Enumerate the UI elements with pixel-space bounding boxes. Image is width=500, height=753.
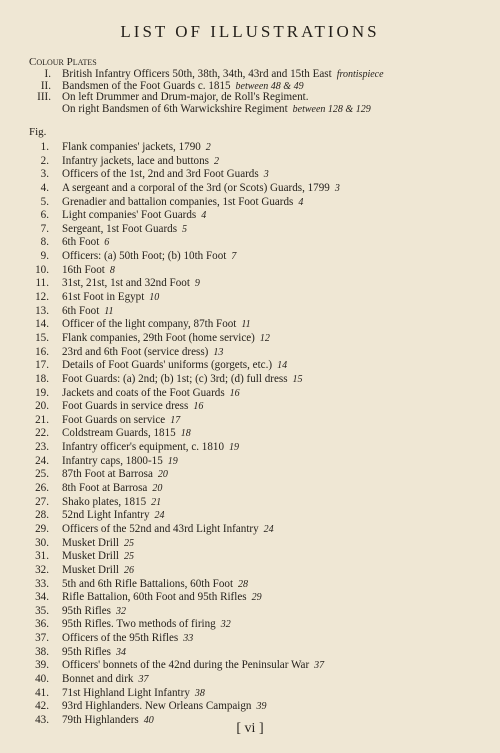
figure-number: 9.: [40, 250, 49, 263]
figure-entry: [29, 414, 499, 428]
figure-page-number: 11: [241, 319, 251, 331]
figure-caption-line: [62, 509, 165, 523]
figure-caption: Flank companies' jackets, 1790: [62, 141, 201, 153]
figure-entry: [29, 236, 499, 250]
figure-page-number: 33: [183, 633, 194, 645]
figure-caption-line: [62, 618, 231, 632]
colour-plate-entry: [29, 104, 499, 116]
plate-number: I.: [44, 68, 51, 80]
figure-entry: [29, 400, 499, 414]
figure-page-number: 19: [167, 455, 178, 467]
figure-caption-line: [62, 646, 126, 660]
figure-caption: Coldstream Guards, 1815: [62, 427, 176, 440]
figure-page-number: 2: [205, 142, 211, 153]
figure-page-number: 24: [154, 510, 165, 522]
figure-page-number: 15: [292, 373, 303, 385]
figure-caption-line: [62, 182, 340, 196]
figure-page-number: 12: [259, 332, 270, 344]
figure-number: 17.: [35, 359, 49, 372]
figure-caption-line: [62, 523, 274, 537]
figure-caption-line: [62, 468, 168, 482]
figure-entry: [29, 509, 499, 523]
figure-caption: 16th Foot: [62, 263, 105, 276]
figure-caption-line: [62, 550, 134, 564]
figure-page-number: 25: [124, 551, 135, 563]
figure-entry: [29, 659, 499, 673]
figure-number: 20.: [35, 400, 49, 413]
figure-caption-line: [62, 441, 239, 455]
figure-number: 7.: [40, 222, 49, 235]
figure-entry: [29, 700, 499, 714]
figure-caption: Infantry jackets, lace and buttons: [62, 154, 209, 167]
figure-caption: Officers' bonnets of the 42nd during the Peninsular War: [62, 659, 310, 672]
figure-caption-line: [62, 482, 162, 496]
figure-number: 42.: [35, 700, 49, 713]
figure-number: 12.: [35, 291, 49, 304]
figure-caption: 23rd and 6th Foot (service dress): [62, 345, 209, 358]
figure-number: 11.: [35, 277, 49, 290]
figure-number: 38.: [35, 645, 49, 658]
figure-caption-line: [62, 387, 240, 401]
figure-caption-line: [62, 332, 270, 346]
figure-number: 27.: [35, 495, 49, 508]
figure-caption: 8th Foot at Barrosa: [62, 482, 148, 495]
figure-entry: [29, 687, 499, 701]
figure-number: 6.: [40, 209, 49, 222]
page-folio: [ vi ]: [236, 721, 264, 736]
figure-page-number: 29: [251, 592, 262, 604]
figure-number: 22.: [35, 427, 49, 440]
figure-number: 2.: [40, 154, 49, 167]
plate-number: II.: [40, 79, 51, 92]
figure-number: 13.: [35, 304, 49, 317]
figure-caption: Details of Foot Guards' uniforms (gorgets, etc.): [62, 359, 273, 372]
figure-number: 23.: [35, 441, 49, 454]
figure-caption: Musket Drill: [62, 536, 120, 549]
figure-entry: [29, 537, 499, 551]
figure-caption: Officers of the 95th Rifles: [62, 632, 179, 645]
figure-number: 40.: [35, 672, 49, 685]
figure-entry: [29, 250, 499, 264]
figure-caption: Flank companies, 29th Foot (home service): [62, 331, 255, 344]
figure-page-number: 10: [149, 292, 160, 304]
figure-page-number: 40: [143, 714, 154, 726]
figure-caption-line: [62, 250, 236, 264]
figure-page-number: 32: [220, 619, 231, 631]
figure-page-number: 37: [314, 660, 325, 672]
plate-caption: On right Bandsmen of 6th Warwickshire Regiment: [62, 102, 288, 115]
figure-number: 30.: [35, 536, 49, 549]
figure-page-number: 20: [152, 483, 163, 495]
figure-entry: [29, 387, 499, 401]
figure-number: 41.: [35, 686, 49, 699]
figure-number: 39.: [35, 659, 49, 672]
figure-caption-line: [62, 496, 161, 510]
figure-page-number: 26: [124, 564, 135, 576]
figure-number: 36.: [35, 618, 49, 631]
figure-entry: [29, 591, 499, 605]
figure-page-number: 38: [194, 687, 205, 699]
figures-list: [29, 141, 499, 728]
figure-caption: 95th Rifles: [62, 645, 111, 658]
figure-page-number: 18: [180, 428, 191, 440]
plate-caption: British Infantry Officers 50th, 38th, 34th, 43rd and 15th East: [62, 68, 332, 80]
figure-number: 33.: [35, 577, 49, 590]
figure-entry: [29, 468, 499, 482]
plate-caption: On left Drummer and Drum-major, de Roll's Regiment.: [62, 91, 309, 104]
figure-page-number: 25: [124, 537, 135, 549]
figure-entry: [29, 305, 499, 319]
figure-caption-line: [62, 700, 266, 714]
figure-page-number: 11: [104, 305, 114, 317]
figure-entry: [29, 427, 499, 441]
figure-caption: Jackets and coats of the Foot Guards: [62, 386, 225, 399]
figure-caption-line: [62, 236, 109, 250]
figure-caption: 87th Foot at Barrosa: [62, 468, 153, 481]
figure-caption: 5th and 6th Rifle Battalions, 60th Foot: [62, 577, 234, 590]
figure-page-number: 4: [201, 210, 207, 222]
figure-page-number: 8: [109, 264, 115, 276]
figure-caption-line: [62, 673, 148, 687]
figure-page-number: 3: [334, 182, 340, 194]
plate-page-reference: between 128 & 129: [292, 103, 371, 115]
figure-caption: Light companies' Foot Guards: [62, 209, 197, 222]
figure-caption: Musket Drill: [62, 550, 120, 563]
figure-entry: [29, 523, 499, 537]
figure-caption: Officers of the 52nd and 43rd Light Infantry: [62, 522, 259, 535]
figure-entry: [29, 209, 499, 223]
figure-entry: [29, 359, 499, 373]
plate-number: III.: [37, 91, 51, 104]
figure-number: 35.: [35, 604, 49, 617]
figure-entry: [29, 673, 499, 687]
figure-page-number: 16: [193, 401, 204, 413]
figure-number: 21.: [35, 413, 49, 426]
figure-caption-line: [62, 277, 200, 291]
figure-caption: Foot Guards on service: [62, 413, 166, 426]
figure-caption: Officers of the 1st, 2nd and 3rd Foot Guards: [62, 168, 259, 181]
figure-caption: Shako plates, 1815: [62, 495, 147, 508]
figure-number: 1.: [40, 141, 49, 153]
figure-caption-line: [62, 223, 187, 237]
figure-caption-line: [62, 291, 159, 305]
figure-page-number: 28: [238, 578, 249, 590]
figure-entry: [29, 578, 499, 592]
figure-entry: [29, 264, 499, 278]
figure-entry: [29, 646, 499, 660]
figure-caption-line: [62, 209, 206, 223]
figure-page-number: 19: [229, 442, 239, 454]
figure-caption: 93rd Highlanders. New Orleans Campaign: [62, 700, 252, 713]
figure-caption: 61st Foot in Egypt: [62, 291, 145, 304]
figure-caption: 95th Rifles: [62, 604, 111, 617]
figure-number: 37.: [35, 632, 49, 645]
figure-caption-line: [62, 400, 203, 414]
figure-page-number: 20: [157, 469, 168, 481]
figure-caption: Infantry caps, 1800-15: [62, 454, 163, 467]
figure-page-number: 3: [263, 169, 269, 181]
figure-entry: [29, 441, 499, 455]
figure-caption-line: [62, 659, 324, 673]
figure-number: 25.: [35, 468, 49, 481]
figure-number: 5.: [40, 195, 49, 208]
figure-entry: [29, 482, 499, 496]
figure-number: 34.: [35, 591, 49, 604]
figure-entry: [29, 277, 499, 291]
figure-page-number: 37: [138, 673, 149, 685]
figure-caption: Officer of the light company, 87th Foot: [62, 318, 237, 331]
figure-caption-line: [62, 455, 178, 469]
figure-entry: [29, 550, 499, 564]
figure-page-number: 13: [213, 346, 224, 358]
figure-caption: Infantry officer's equipment, c. 1810: [62, 441, 224, 454]
figure-number: 28.: [35, 509, 49, 522]
figure-page-number: 9: [194, 278, 200, 290]
figure-number: 15.: [35, 331, 49, 344]
figure-caption-line: [62, 687, 205, 701]
figure-caption-line: [62, 591, 262, 605]
figure-entry: [29, 318, 499, 332]
figure-caption: A sergeant and a corporal of the 3rd (or Scots) Guards, 1799: [62, 181, 330, 194]
figure-caption-line: [62, 632, 193, 646]
figure-caption: Bonnet and dirk: [62, 672, 134, 685]
figure-entry: [29, 141, 499, 155]
figure-page-number: 6: [104, 237, 110, 249]
figures-heading: Fig.: [29, 126, 47, 138]
plate-caption: Bandsmen of the Foot Guards c. 1815: [62, 79, 231, 92]
figure-number: 3.: [40, 168, 49, 181]
figure-caption-line: [62, 359, 287, 373]
figure-caption-line: [62, 318, 251, 332]
figure-page-number: 7: [231, 251, 237, 263]
colour-plates-list: [29, 69, 499, 115]
figure-caption: Rifle Battalion, 60th Foot and 95th Rifles: [62, 591, 247, 604]
figure-number: 32.: [35, 563, 49, 576]
figure-page-number: 34: [116, 646, 126, 658]
figure-caption-line: [62, 414, 180, 428]
figure-entry: [29, 182, 499, 196]
figure-entry: [29, 618, 499, 632]
figure-number: 43.: [35, 713, 49, 726]
page-title: LIST OF ILLUSTRATIONS: [120, 22, 380, 41]
figure-page-number: 24: [263, 523, 274, 535]
figure-page-number: 17: [170, 414, 181, 426]
figure-caption-line: [62, 578, 248, 592]
plate-page-reference: frontispiece: [336, 69, 384, 80]
figure-caption-line: [62, 155, 219, 169]
figure-caption: Grenadier and battalion companies, 1st Foot Guards: [62, 195, 294, 208]
figure-page-number: 16: [229, 387, 240, 399]
figure-entry: [29, 332, 499, 346]
figure-caption-line: [62, 196, 303, 210]
figure-caption-line: [62, 141, 211, 155]
figure-entry: [29, 496, 499, 510]
figure-caption: 31st, 21st, 1st and 32nd Foot: [62, 277, 190, 290]
figure-caption: Foot Guards: (a) 2nd; (b) 1st; (c) 3rd; (d) full dress: [62, 372, 288, 385]
figure-caption-line: [62, 305, 114, 319]
figure-number: 14.: [35, 318, 49, 331]
figure-caption: 95th Rifles. Two methods of firing: [62, 618, 216, 631]
figure-caption: 79th Highlanders: [62, 713, 139, 726]
figure-caption-line: [62, 605, 126, 619]
figure-caption: Officers: (a) 50th Foot; (b) 10th Foot: [62, 250, 227, 263]
figure-page-number: 2: [213, 155, 219, 167]
figure-number: 31.: [35, 550, 49, 563]
plate-caption-line: [62, 104, 371, 116]
figure-entry: [29, 291, 499, 305]
figure-caption-line: [62, 564, 134, 578]
figure-number: 8.: [40, 236, 49, 249]
figure-page-number: 5: [182, 223, 188, 235]
figure-caption: Sergeant, 1st Foot Guards: [62, 222, 178, 235]
figure-entry: [29, 373, 499, 387]
figure-number: 24.: [35, 454, 49, 467]
figure-number: 18.: [35, 372, 49, 385]
figure-number: 29.: [35, 522, 49, 535]
figure-caption-line: [62, 373, 303, 387]
figure-caption-line: [62, 168, 269, 182]
figure-entry: [29, 605, 499, 619]
figure-caption: 6th Foot: [62, 236, 100, 249]
figure-caption-line: [62, 346, 223, 360]
figure-entry: [29, 346, 499, 360]
figure-number: 10.: [35, 263, 49, 276]
figure-number: 16.: [35, 345, 49, 358]
figure-entry: [29, 223, 499, 237]
figure-entry: [29, 564, 499, 578]
figure-caption-line: [62, 537, 134, 551]
figure-caption: Foot Guards in service dress: [62, 400, 189, 413]
figure-entry: [29, 155, 499, 169]
figure-number: 26.: [35, 482, 49, 495]
figure-entry: [29, 632, 499, 646]
figure-caption: Musket Drill: [62, 563, 120, 576]
figure-page-number: 4: [298, 196, 304, 208]
figure-entry: [29, 168, 499, 182]
figure-caption-line: [62, 264, 115, 278]
figure-page-number: 21: [151, 496, 162, 508]
figure-caption: 52nd Light Infantry: [62, 509, 150, 522]
figure-caption: 6th Foot: [62, 304, 100, 317]
figure-entry: [29, 196, 499, 210]
figure-page-number: 14: [277, 360, 288, 372]
colour-plates-heading: Colour Plates: [29, 56, 97, 68]
figure-page-number: 32: [116, 605, 126, 617]
figure-number: 19.: [35, 386, 49, 399]
figure-page-number: 39: [256, 701, 267, 713]
figure-entry: [29, 455, 499, 469]
plate-page-reference: between 48 & 49: [235, 80, 304, 92]
figure-caption: 71st Highland Light Infantry: [62, 686, 190, 699]
figure-number: 4.: [40, 181, 49, 194]
figure-caption-line: [62, 427, 191, 441]
